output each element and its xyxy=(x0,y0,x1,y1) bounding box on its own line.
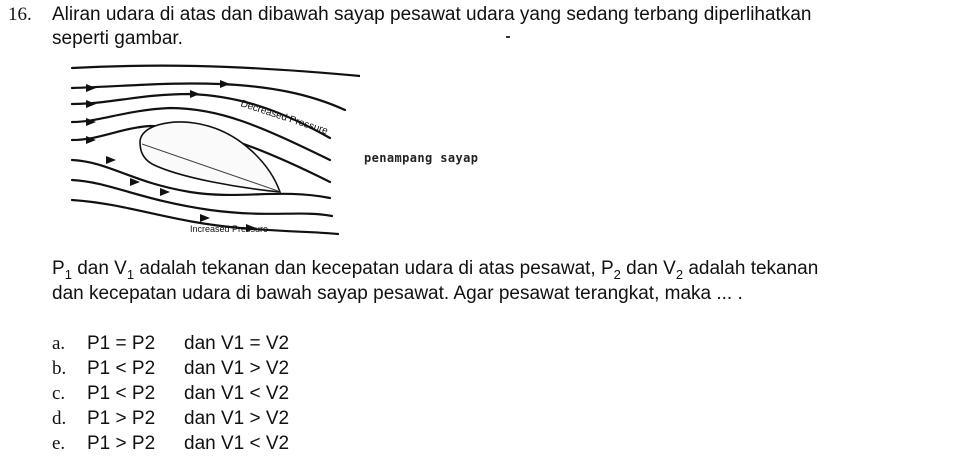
arrow-1 xyxy=(86,84,96,92)
option-letter: c. xyxy=(52,383,66,404)
arrow-11 xyxy=(220,80,230,88)
question-text-line-2: seperti gambar. xyxy=(52,28,183,49)
arrow-8 xyxy=(200,214,210,222)
increased-pressure-label: Increased Pressure xyxy=(190,224,269,234)
airfoil-figure xyxy=(70,60,360,242)
question-text-line-1: Aliran udara di atas dan dibawah sayap pesawat udara yang sedang terbang diperlihatkan xyxy=(52,4,812,25)
option-velocity: dan V1 > V2 xyxy=(184,408,290,429)
arrow-10 xyxy=(190,90,200,98)
option-letter: d. xyxy=(52,408,67,429)
airfoil-shape xyxy=(140,122,280,192)
stray-dash xyxy=(506,36,510,38)
streamline-7 xyxy=(72,180,332,216)
option-velocity: dan V1 > V2 xyxy=(184,358,290,379)
arrow-5 xyxy=(106,156,116,164)
option-velocity: dan V1 < V2 xyxy=(184,433,290,454)
figure-caption: penampang sayap xyxy=(364,151,479,165)
option-velocity: dan V1 = V2 xyxy=(184,333,290,354)
option-pressure: P1 < P2 xyxy=(87,358,156,379)
paragraph-line-1: $P_1$ dan $V_1$ adalah tekanan dan kecepatan udara di atas pesawat, $P_2$ dan $V_2$ adalah tekanan xyxy=(52,258,819,282)
streamline-1 xyxy=(72,66,360,76)
option-pressure: P1 = P2 xyxy=(87,333,156,354)
streamline-2 xyxy=(72,83,345,110)
option-pressure: P1 > P2 xyxy=(87,433,156,454)
arrow-7 xyxy=(160,188,170,196)
option-letter: a. xyxy=(52,333,66,354)
option-velocity: dan V1 < V2 xyxy=(184,383,290,404)
paragraph-line-2: dan kecepatan udara di bawah sayap pesawat. Agar pesawat terangkat, maka ... . xyxy=(52,283,743,304)
option-letter: e. xyxy=(52,433,66,454)
option-pressure: P1 > P2 xyxy=(87,408,156,429)
option-pressure: P1 < P2 xyxy=(87,383,156,404)
decreased-pressure-label: Decreased Pressure xyxy=(239,98,330,138)
question-number: 16. xyxy=(8,4,32,25)
option-letter: b. xyxy=(52,358,67,379)
arrow-2 xyxy=(86,100,96,108)
